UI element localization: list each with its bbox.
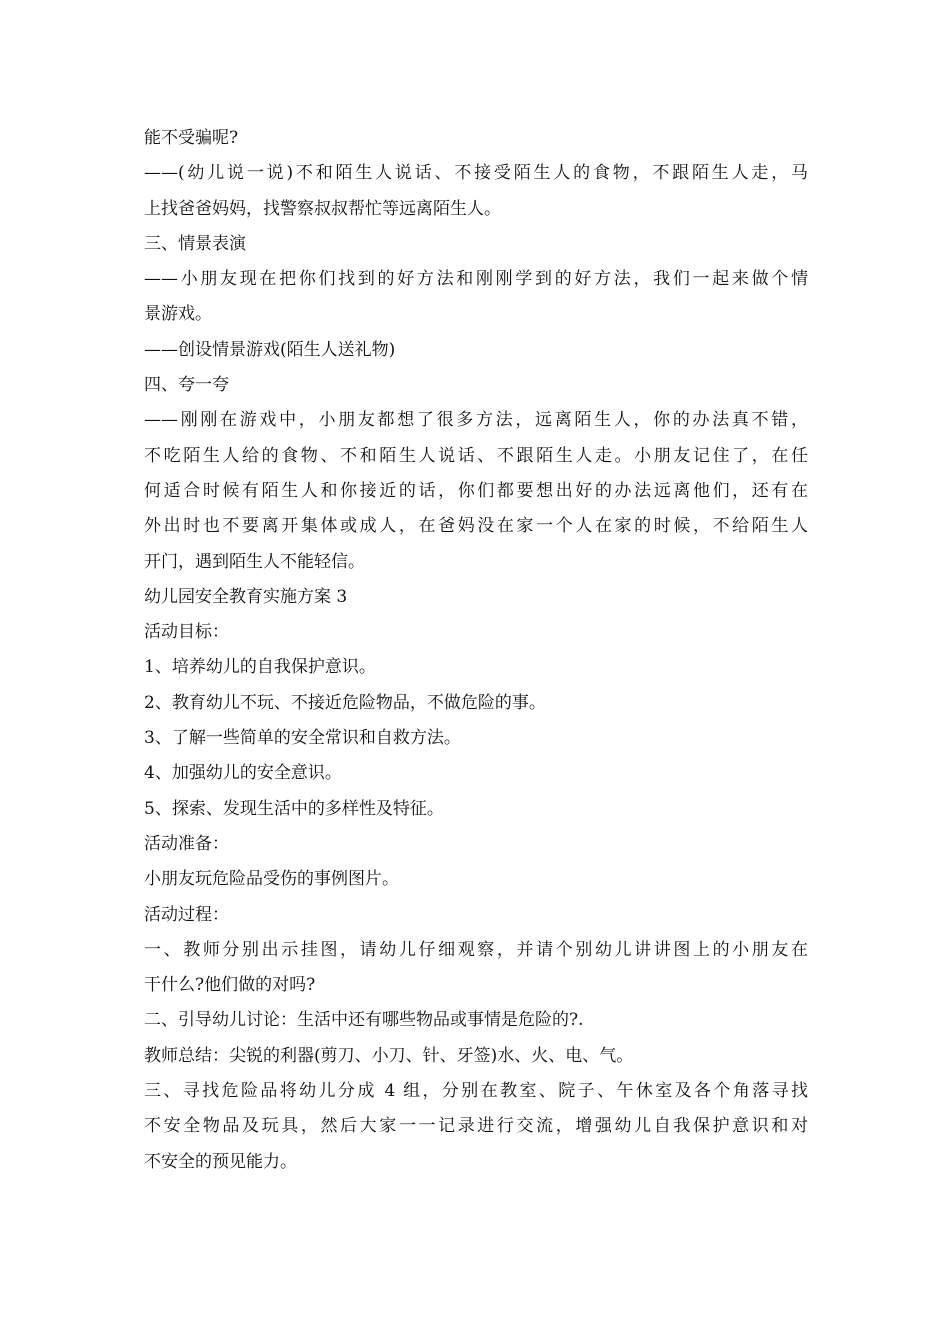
text-line: 不吃陌生人给的食物、不和陌生人说话、不跟陌生人走。小朋友记住了，在任 <box>144 445 808 466</box>
text-line: 教师总结：尖锐的利器(剪刀、小刀、针、牙签)水、火、电、气。 <box>144 1045 634 1066</box>
text-line: ——小朋友现在把你们找到的好方法和刚刚学到的好方法，我们一起来做个情 <box>144 269 808 290</box>
text-line: 不安全的预见能力。 <box>144 1151 297 1172</box>
text-line: 3、了解一些简单的安全常识和自救方法。 <box>144 728 461 749</box>
text-line: 上找爸爸妈妈，找警察叔叔帮忙等远离陌生人。 <box>144 198 501 219</box>
text-line: 能不受骗呢? <box>144 128 239 148</box>
text-line: ——(幼儿说一说)不和陌生人说话、不接受陌生人的食物，不跟陌生人走，马 <box>144 163 808 184</box>
text-line: 幼儿园安全教育实施方案 3 <box>144 586 348 607</box>
document-body <box>144 121 808 1180</box>
text-line: 干什么?他们做的对吗? <box>144 975 316 996</box>
text-line: ——刚刚在游戏中，小朋友都想了很多方法，远离陌生人，你的办法真不错， <box>144 410 808 431</box>
text-line: ——创设情景游戏(陌生人送礼物) <box>144 339 396 360</box>
text-line: 外出时也不要离开集体或成人，在爸妈没在家一个人在家的时候，不给陌生人 <box>144 516 808 537</box>
text-line: 不安全物品及玩具，然后大家一一记录进行交流，增强幼儿自我保护意识和对 <box>144 1116 808 1137</box>
text-line: 开门，遇到陌生人不能轻信。 <box>144 551 365 572</box>
text-line: 三、寻找危险品将幼儿分成 4 组，分别在教室、院子、午休室及各个角落寻找 <box>144 1081 808 1102</box>
text-line: 三、情景表演 <box>144 233 246 254</box>
text-line: 何适合时候有陌生人和你接近的话，你们都要想出好的办法远离他们，还有在 <box>144 480 808 501</box>
text-line: 活动目标： <box>144 622 229 643</box>
text-line: 一、教师分别出示挂图，请幼儿仔细观察，并请个别幼儿讲讲图上的小朋友在 <box>144 939 808 960</box>
text-line: 1、培养幼儿的自我保护意识。 <box>144 657 376 678</box>
text-line: 4、加强幼儿的安全意识。 <box>144 763 342 784</box>
text-line: 景游戏。 <box>144 304 212 325</box>
text-line: 2、教育幼儿不玩、不接近危险物品，不做危险的事。 <box>144 692 546 713</box>
text-line: 5、探索、发现生活中的多样性及特征。 <box>144 798 444 819</box>
text-line: 活动过程： <box>144 904 229 925</box>
text-line: 活动准备： <box>144 833 229 854</box>
text-line: 二、引导幼儿讨论：生活中还有哪些物品或事情是危险的?. <box>144 1010 584 1031</box>
text-line: 四、夸一夸 <box>144 375 229 396</box>
text-line: 小朋友玩危险品受伤的事例图片。 <box>144 869 399 890</box>
